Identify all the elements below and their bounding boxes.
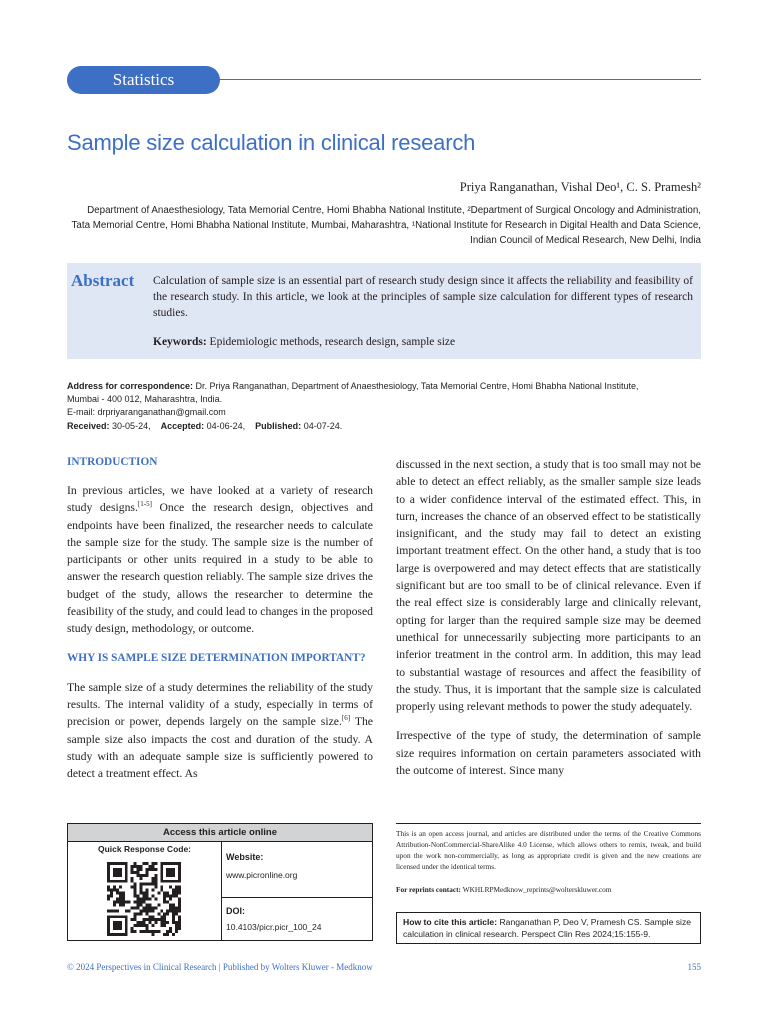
accepted-date: 04-06-24, — [206, 420, 246, 431]
received-date: 30-05-24, — [112, 420, 151, 431]
doi-link[interactable]: 10.4103/picr.picr_100_24 — [226, 922, 322, 932]
citation-ref[interactable]: [6] — [341, 714, 351, 723]
reprints-label: For reprints contact: — [396, 885, 461, 894]
correspondence-address-2: Mumbai - 400 012, Maharashtra, India. — [67, 394, 223, 405]
qr-code-icon[interactable] — [107, 862, 181, 936]
published-date: 04-07-24. — [303, 420, 343, 431]
qr-cell — [68, 842, 222, 940]
website-label: Website: — [226, 852, 264, 862]
article-title: Sample size calculation in clinical research — [67, 130, 476, 155]
paragraph-continued: discussed in the next section, a study that is too small may not be able to detect an effect reliably, as the smaller sample size leads to a wider confidence interval of the estimated effect. This, in turn, increases the chance of an observed effect to be statistically insignificant, and the study may fail to detect an existing important treatment effect. On the other hand, a study that is too large is overpowered and may detect effects that are statistically significant but are too small to be of clinical relevance. Even if the real effect size is considerably large and clinically relevant, opting for larger than the required sample size may be deemed unethical for unnecessarily subjecting more participants to an inferior treatment in the control arm. In addition, this may lead to substantial wastage of resources and affect the feasibility of the study. Thus, it is important that the sample size is calculated properly using relevant methods to power the study adequately. — [396, 458, 701, 714]
address-text: Dr. Priya Ranganathan, Department of Anaesthesiology, Tata Memorial Centre, Homi Bhabha National Institute, — [195, 381, 639, 391]
citation-ref[interactable]: [1-5] — [137, 500, 152, 509]
page-number: 155 — [687, 962, 701, 972]
header-rule — [210, 79, 701, 80]
reprints-contact — [396, 885, 611, 894]
body-column-left — [67, 454, 373, 782]
published-label: Published: — [255, 420, 302, 431]
correspondence-address — [67, 380, 707, 393]
correspondence-block — [67, 380, 707, 433]
article-dates — [67, 420, 707, 433]
address-label: Address for correspondence: — [67, 381, 194, 391]
paragraph-introduction: In previous articles, we have looked at a variety of research study designs.[1-5] Once the research design, objectives and endpoints have been finalized, the researcher needs to calculate the sample size for the study. The sample size is the number of participants or other units required in a study to be able to answer the research question reliably. The sample size drives the budget of the study, allows the researcher to determine the feasibility of the study, and could lead to changes in the proposed study design, methodology, or outcome. — [67, 484, 373, 636]
keywords-label: Keywords: — [153, 336, 207, 348]
author-list: Priya Ranganathan, Vishal Deo¹, C. S. Pramesh² — [459, 180, 701, 194]
affiliations: Department of Anaesthesiology, Tata Memorial Centre, Homi Bhabha National Institute, ²Department of Surgical Oncology and Administration, Tata Memorial Centre, Homi Bhabha National Institute, Mumbai, Maharashtra, ¹National Institute for Research in Digital Health and Data Science, Indian Council of Medical Research, New Delhi, India — [71, 205, 701, 246]
divider — [222, 897, 372, 898]
keywords-value: Epidemiologic methods, research design, sample size — [209, 336, 456, 348]
qr-label: Quick Response Code: — [97, 844, 192, 854]
correspondence-email[interactable]: E-mail: drpriyaranganathan@gmail.com — [67, 407, 226, 418]
how-to-cite-box — [396, 912, 701, 944]
website-link[interactable]: www.picronline.org — [226, 870, 298, 880]
paragraph-why-important: The sample size of a study determines the reliability of the study results. The internal validity of a study, especially in terms of precision or power, depends largely on the sample size.[6] The sample size also impacts the cost and duration of the study. A study with an adequate sample size is sufficiently powered to detect a treatment effect. As — [67, 680, 373, 781]
body-column-right — [396, 456, 701, 779]
heading-why-important: WHY IS SAMPLE SIZE DETERMINATION IMPORTANT? — [67, 651, 366, 664]
cite-text: Ranganathan P, Deo V, Pramesh CS. Sample size calculation in clinical research. Perspect Clin Res 2024;15:155-9. — [403, 917, 692, 939]
section-label: Statistics — [67, 66, 220, 94]
reprints-email[interactable]: WKHLRPMedknow_reprints@wolterskluwer.com — [462, 885, 612, 894]
accepted-label: Accepted: — [160, 420, 205, 431]
abstract-label: Abstract — [71, 271, 135, 290]
abstract-box — [67, 263, 701, 359]
access-online-box — [67, 823, 373, 941]
heading-introduction: INTRODUCTION — [67, 456, 158, 468]
access-header: Access this article online — [68, 824, 372, 842]
received-label: Received: — [67, 420, 110, 431]
license-rule — [396, 823, 701, 824]
paragraph-parameters: Irrespective of the type of study, the determination of sample size requires information on certain parameters associated with the outcome of interest. Since many — [396, 729, 701, 778]
footer-text: © 2024 Perspectives in Clinical Research | Published by Wolters Kluwer - Medknow — [67, 962, 373, 972]
cite-label: How to cite this article: — [403, 917, 498, 927]
abstract-text: Calculation of sample size is an essential part of research study design since it affects the reliability and feasibility of the research study. In this article, we look at the principles of sample size calculation for different types of research studies. — [153, 275, 693, 319]
keywords — [153, 336, 455, 348]
doi-label: DOI: — [226, 906, 245, 916]
license-text: This is an open access journal, and articles are distributed under the terms of the Creative Commons Attribution-NonCommercial-ShareAlike 4.0 License, which allows others to remix, tweak, and build upon the work non-commercially, as long as appropriate credit is given and the new creations are licensed under the identical terms. — [396, 829, 701, 871]
